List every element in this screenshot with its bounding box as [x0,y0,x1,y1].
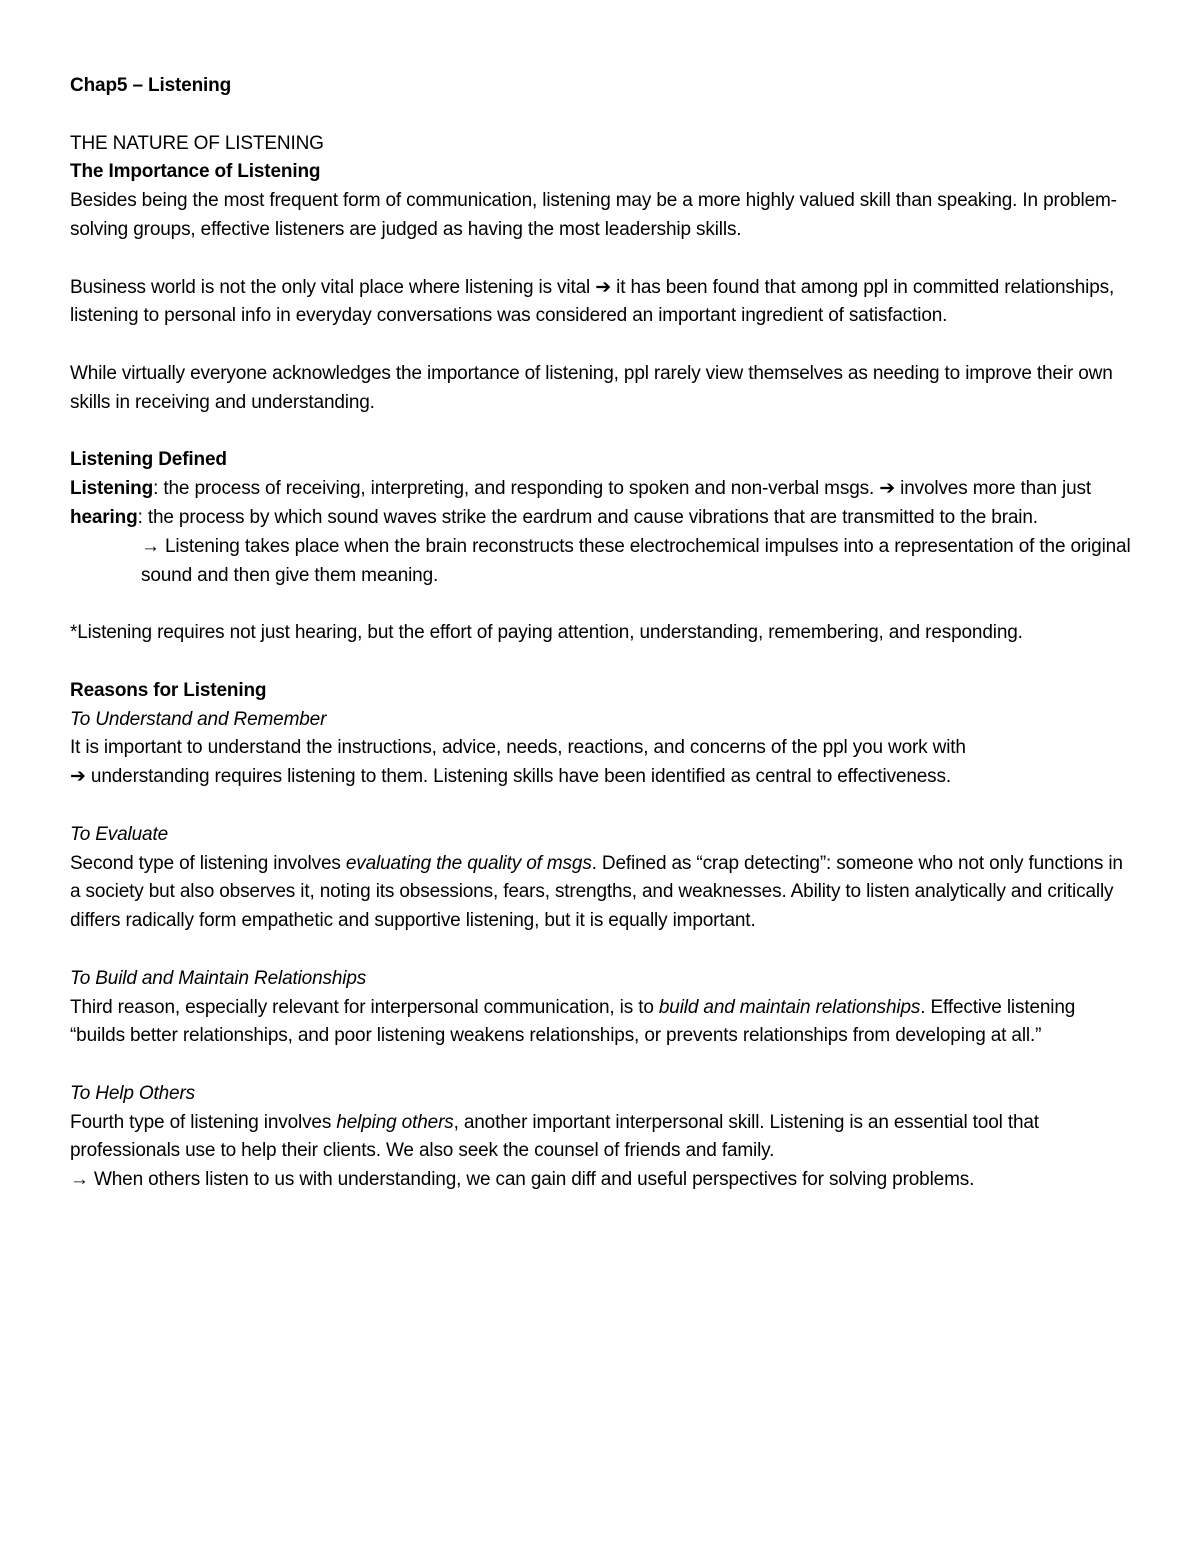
importance-paragraph-3: While virtually everyone acknowledges the importance of listening, ppl rarely view themselves as needing to improve their own skills in receiving and understanding. [70,362,1113,413]
text-span: involves more than just [895,478,1091,500]
spacer [70,331,1135,360]
text-span: Fourth type of listening involves [70,1111,337,1133]
text-span: : the process by which sound waves strike the eardrum and cause vibrations that are transmitted to the brain. [137,506,1038,528]
emphasis: build and maintain relationships [658,996,921,1018]
term-listening: Listening [70,478,154,500]
evaluate-paragraph [70,850,1135,936]
text-span: understanding requires listening to them. Listening skills have been identified as central to effectiveness. [85,766,951,788]
arrow-icon: ➔ [595,276,612,298]
text-span: . Effective listening “builds better relationships, and poor listening weakens relationships, or prevents relationships from developing at all.” [70,996,1076,1047]
spacer [70,936,1135,965]
text-span: Third reason, especially relevant for interpersonal communication, is to [70,996,659,1018]
star-note: *Listening requires not just hearing, but the effort of paying attention, understanding, remembering, and responding. [70,622,1023,644]
text-span: . Defined as “crap detecting”: someone who not only functions in a society but also observes it, noting its obsessions, fears, strengths, and weaknesses. Ability to listen analytically and critically differs radically form empathetic and supportive listening, but it is equally important. [70,852,1123,932]
help-subheading: To Help Others [70,1082,195,1104]
text-span: Business world is not the only vital place where listening is vital [70,276,596,298]
emphasis: evaluating the quality of msgs [345,852,592,874]
understand-subheading: To Understand and Remember [70,708,327,730]
document-title: Chap5 – Listening [70,75,232,96]
spacer [70,418,1135,447]
help-paragraph [70,1109,1135,1167]
spacer [70,101,1135,130]
term-hearing: hearing [70,506,138,528]
indented-note: → Listening takes place when the brain reconstructs these electrochemical impulses into a representation of the original sound and then give them meaning. [141,535,1131,586]
text-span: , another important interpersonal skill. Listening is an essential tool that professionals use to help their clients. We also seek the counsel of friends and family. [70,1111,1039,1162]
relationships-paragraph [70,994,1135,1052]
emphasis: helping others [336,1111,454,1133]
listening-definition [70,475,1135,533]
spacer [70,648,1135,677]
importance-paragraph-2 [70,274,1135,332]
evaluate-subheading: To Evaluate [70,823,168,845]
understand-paragraph [70,734,1135,792]
spacer [70,1051,1135,1080]
spacer [70,245,1135,274]
relationships-subheading: To Build and Maintain Relationships [70,967,367,989]
importance-heading: The Importance of Listening [70,161,321,183]
reasons-heading: Reasons for Listening [70,679,267,701]
spacer [70,792,1135,821]
text-span: Second type of listening involves [70,852,346,874]
help-note: → When others listen to us with understanding, we can gain diff and useful perspectives for solving problems. [70,1169,975,1191]
section-title: THE NATURE OF LISTENING [70,132,324,154]
arrow-icon: ➔ [879,478,895,500]
importance-paragraph-1: Besides being the most frequent form of communication, listening may be a more highly valued skill than speaking. In problem-solving groups, effective listeners are judged as having the most leadership skills. [70,190,1117,240]
defined-heading: Listening Defined [70,449,227,471]
text-span: it has been found that among ppl in committed relationships, listening to personal info in everyday conversations was considered an important ingredient of satisfaction. [70,276,1115,327]
arrow-icon: ➔ [70,766,86,788]
document-page [70,72,1135,1195]
spacer [70,590,1135,619]
text-span: : the process of receiving, interpreting, and responding to spoken and non-verbal msgs. [153,478,880,500]
text-span: It is important to understand the instructions, advice, needs, reactions, and concerns of the ppl you work with [70,737,966,759]
